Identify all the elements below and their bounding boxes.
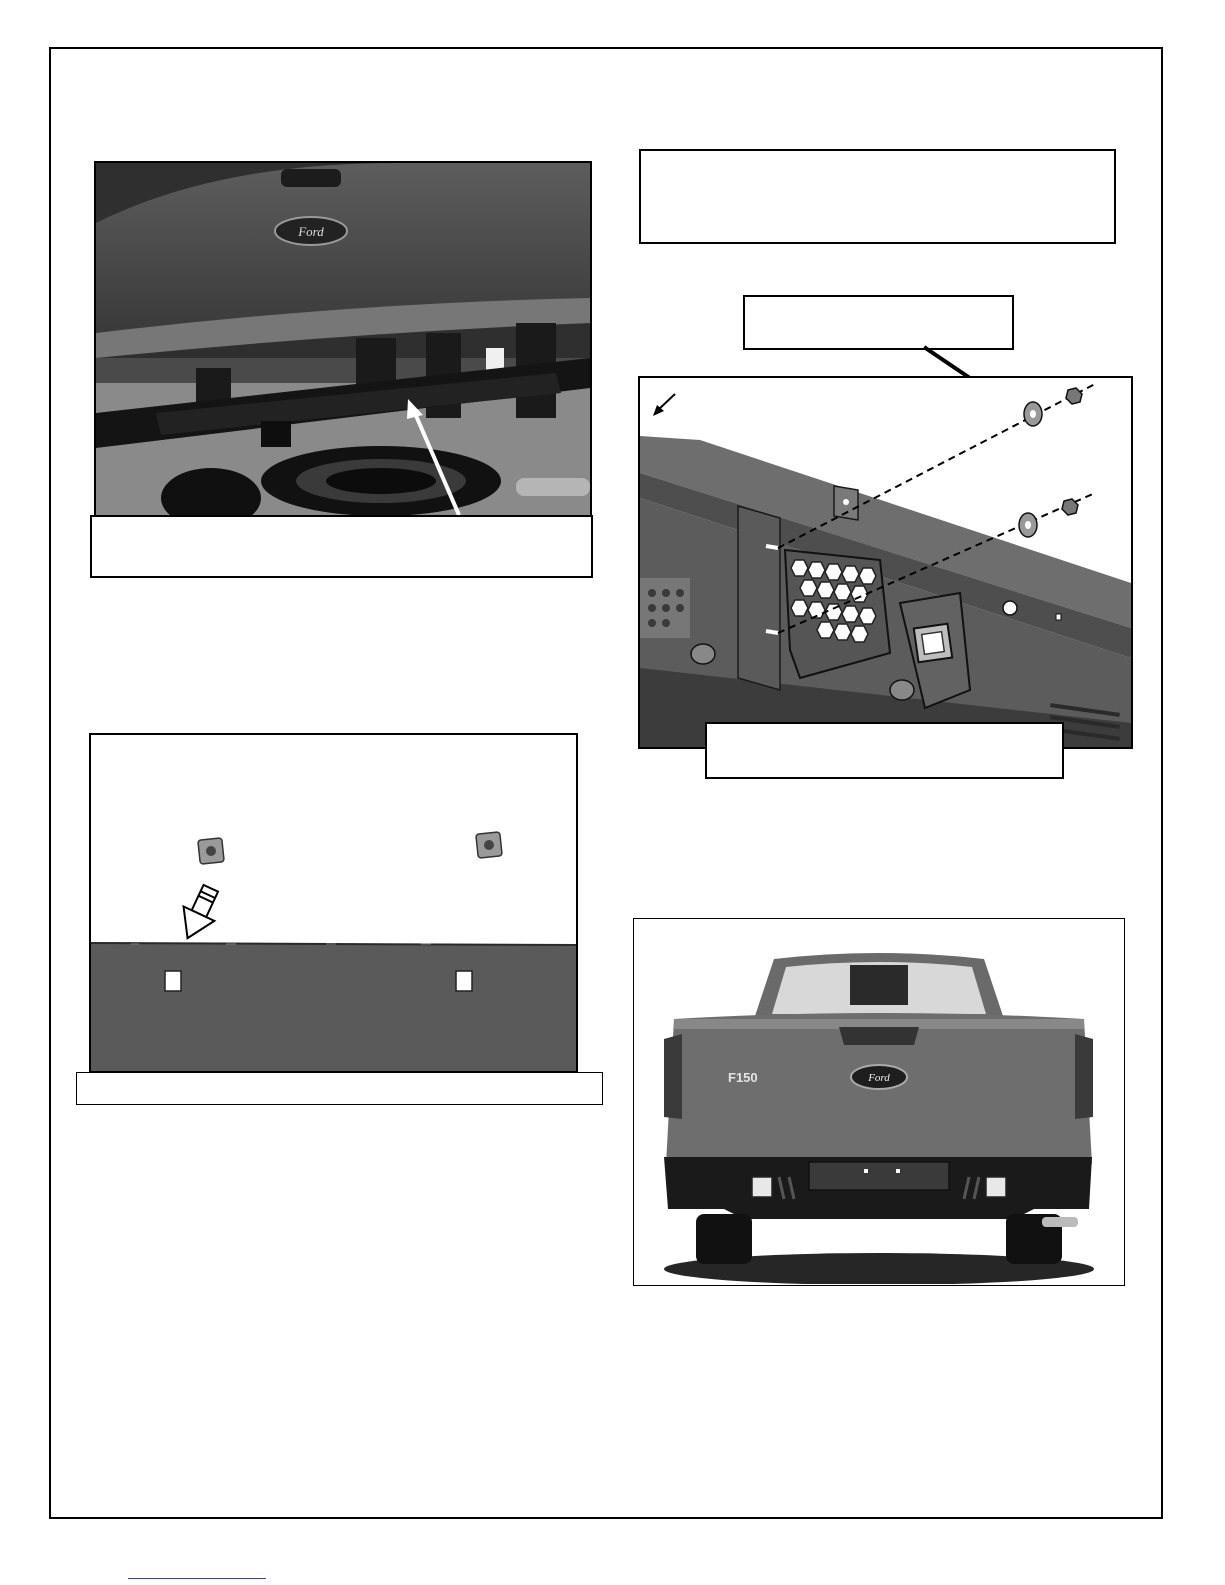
left-slot	[165, 971, 181, 991]
left-bumper-light	[752, 1177, 772, 1197]
tailgate-emblem-text: Ford	[868, 1072, 890, 1084]
bumper-bolt-diagram	[638, 376, 1133, 749]
emblem-text: Ford	[298, 224, 324, 239]
frame-hitch-photo	[94, 161, 592, 517]
frame-hitch-caption	[90, 515, 593, 578]
frame-hitch-illustration	[96, 163, 590, 515]
model-badge: F150	[728, 1070, 758, 1085]
finished-truck-illustration	[634, 919, 1123, 1284]
top-right-note-box	[639, 149, 1116, 244]
right-bumper-light	[986, 1177, 1006, 1197]
right-cage-nut-icon	[476, 832, 502, 858]
upper-washer-icon	[1024, 402, 1042, 426]
bumper-bolt-illustration	[640, 378, 1131, 747]
left-cage-nut-icon	[198, 838, 224, 864]
lower-washer-icon	[1019, 513, 1037, 537]
finished-truck-photo	[633, 918, 1125, 1286]
cage-nut-caption	[76, 1072, 603, 1105]
right-slot	[456, 971, 472, 991]
cage-nut-illustration	[91, 735, 576, 1071]
cage-nut-diagram	[89, 733, 578, 1073]
bumper-bolt-caption	[705, 722, 1064, 779]
footer-link-line	[128, 1578, 266, 1579]
hardware-label-box	[743, 295, 1014, 350]
